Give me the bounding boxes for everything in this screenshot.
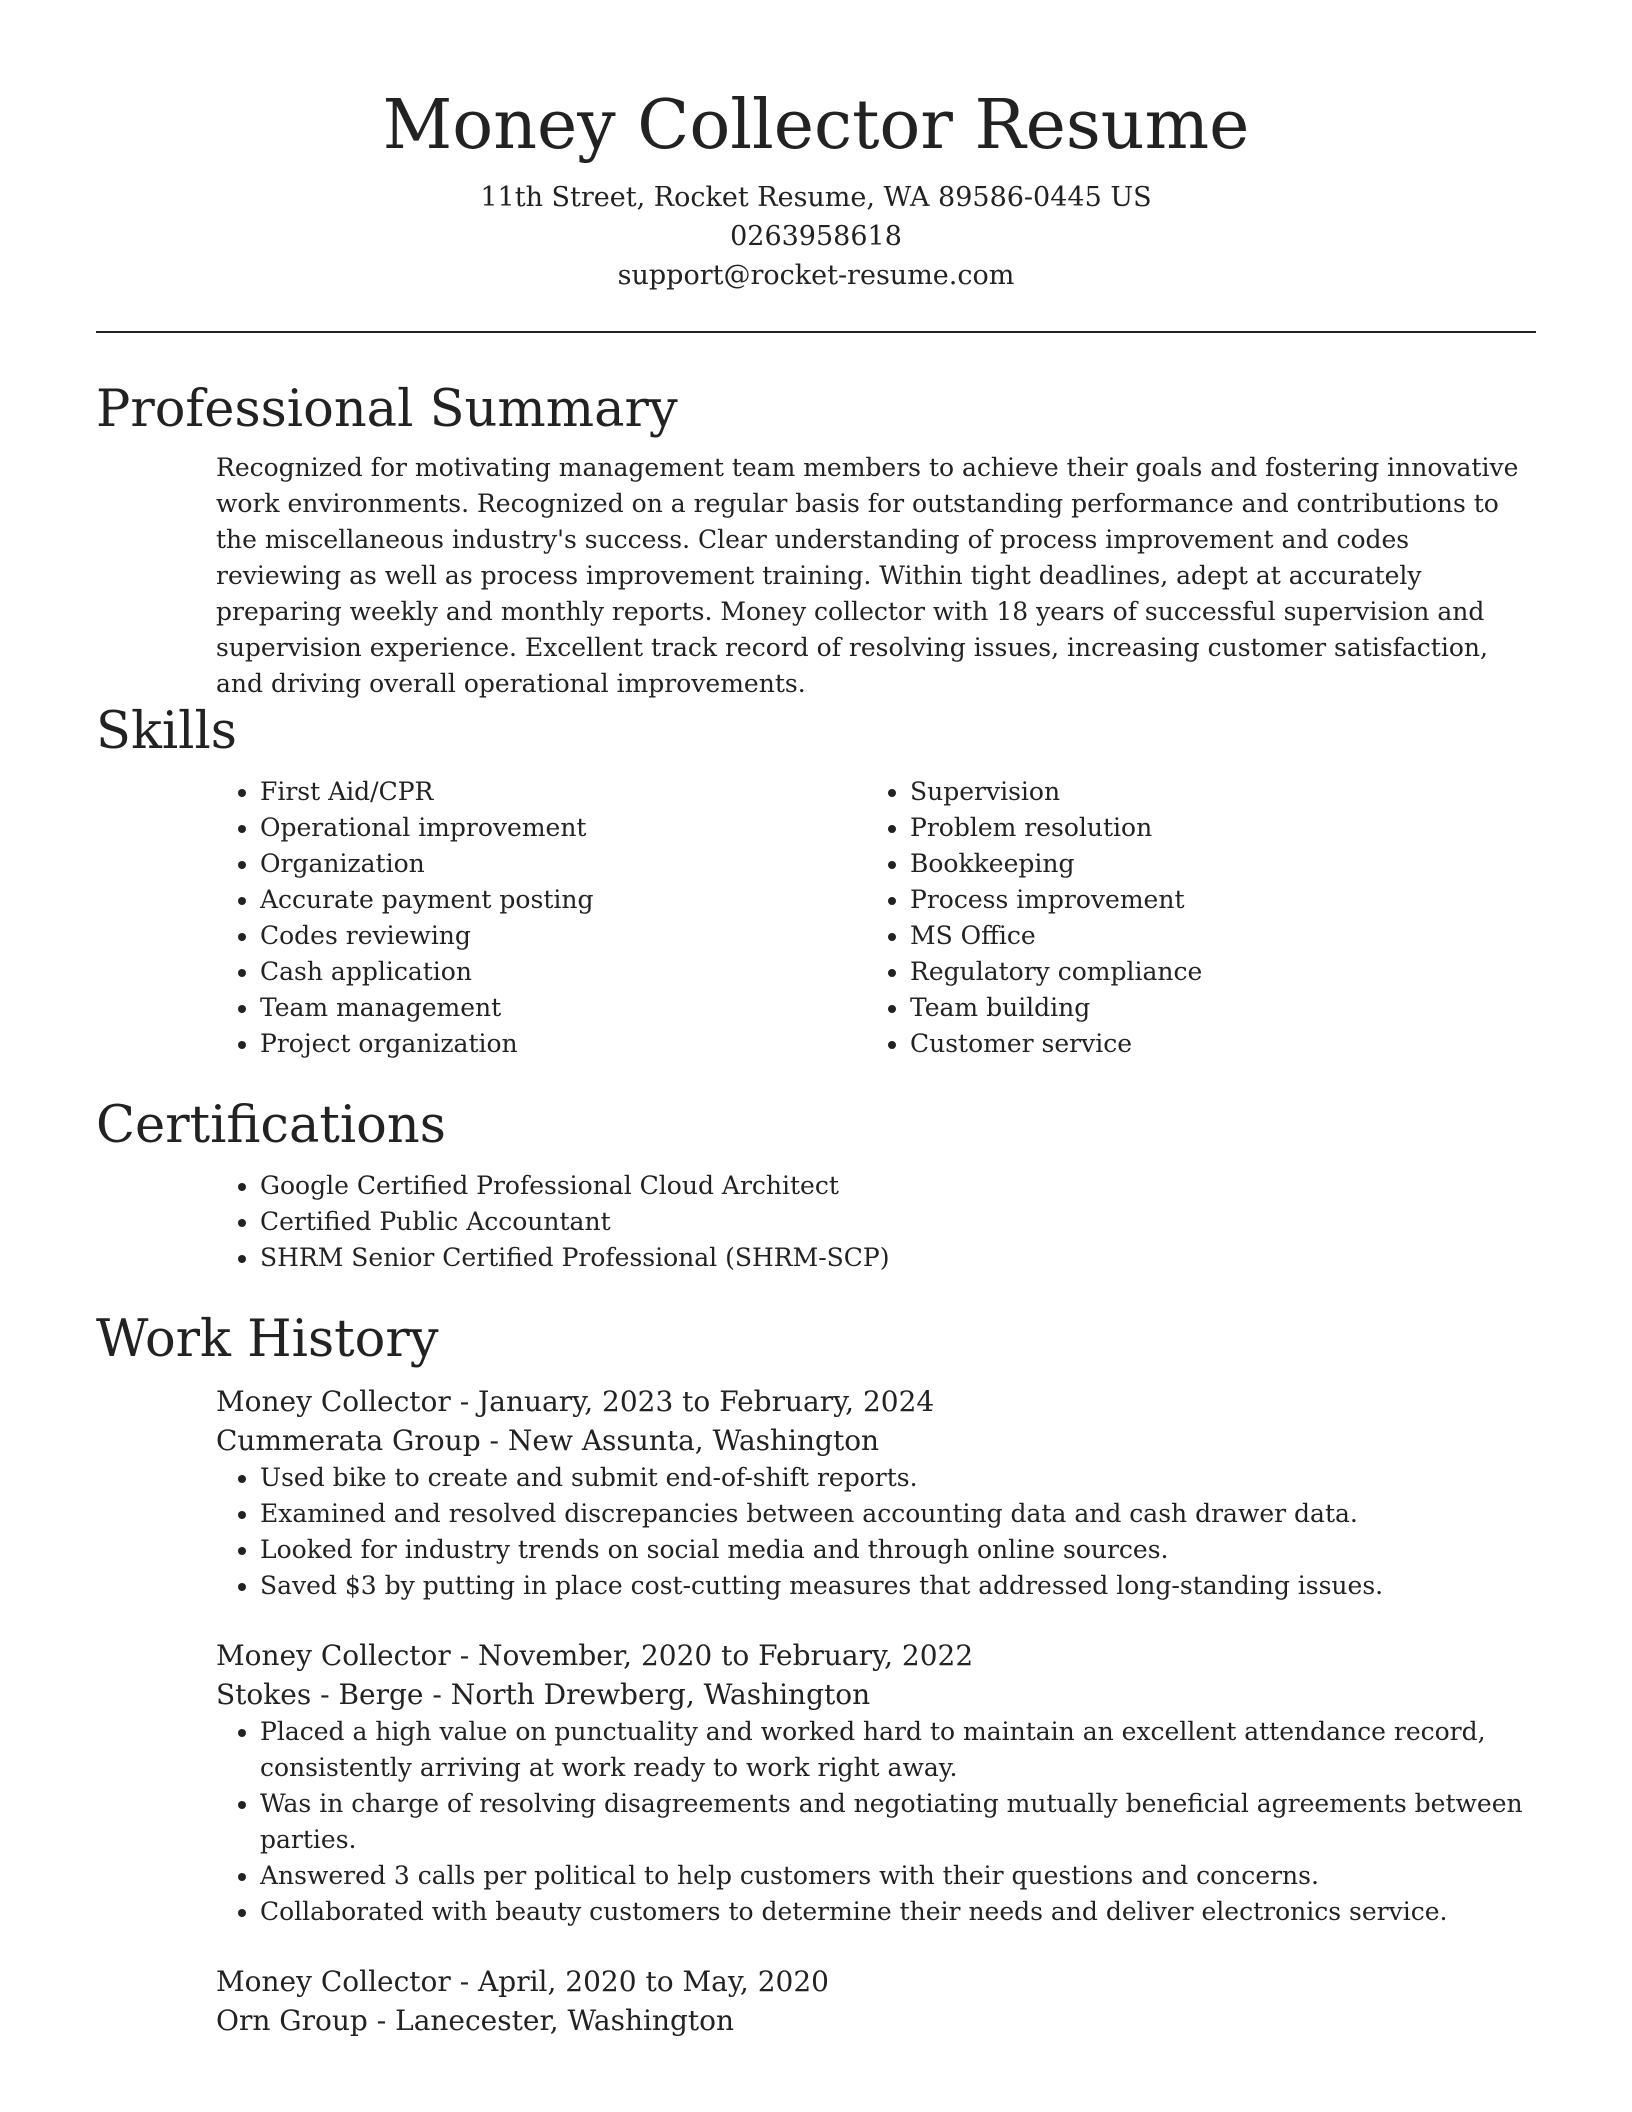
summary-section	[96, 378, 1536, 702]
contact-phone: 0263958618	[730, 221, 902, 252]
summary-heading: Professional Summary	[96, 380, 678, 439]
job-bullet: • Placed a high value on punctuality and worked hard to maintain an excellent attendance record, consistently arriving at work ready to work right away.	[260, 1714, 1536, 1786]
skill-item: • Process improvement	[910, 882, 1516, 918]
certification-item: • Certified Public Accountant	[260, 1204, 1536, 1240]
skill-item: • Team building	[910, 990, 1516, 1026]
skill-item: • Regulatory compliance	[910, 954, 1516, 990]
skill-item: • Project organization	[260, 1026, 866, 1062]
skill-item: • Supervision	[910, 774, 1516, 810]
skill-item: • MS Office	[910, 918, 1516, 954]
resume-page	[96, 0, 1536, 2037]
certifications-section	[96, 1094, 1536, 1276]
job-dates: - November, 2020 to February, 2022	[450, 1639, 974, 1672]
skill-item: • First Aid/CPR	[260, 774, 866, 810]
job-dates: - April, 2020 to May, 2020	[450, 1965, 829, 1998]
job-bullet: • Looked for industry trends on social media and through online sources.	[260, 1532, 1536, 1568]
certifications-heading: Certifications	[96, 1096, 446, 1155]
certification-item: • Google Certified Professional Cloud Architect	[260, 1168, 1536, 1204]
skills-heading: Skills	[96, 702, 237, 761]
job-entry	[216, 1962, 1536, 2040]
skill-item: • Team management	[260, 990, 866, 1026]
skills-column-left	[216, 774, 866, 1062]
skill-item: • Problem resolution	[910, 810, 1516, 846]
summary-text: Recognized for motivating management team members to achieve their goals and fostering innovative work environments. Recognized on a regular basis for outstanding performance and contributions to the miscellaneous industry's success. Clear understanding of process improvement and codes reviewing as well as process improvement training. Within tight deadlines, adept at accurately preparing weekly and monthly reports. Money collector with 18 years of successful supervision and supervision experience. Excellent track record of resolving issues, increasing customer satisfaction, and driving overall operational improvements.	[216, 453, 1519, 698]
header-divider	[96, 331, 1536, 333]
job-location: - Lanecester, Washington	[367, 2004, 735, 2037]
resume-title: Money Collector Resume	[382, 86, 1250, 165]
work-history-heading: Work History	[96, 1310, 439, 1369]
job-bullet: • Examined and resolved discrepancies between accounting data and cash drawer data.	[260, 1496, 1536, 1532]
job-bullet: • Collaborated with beauty customers to determine their needs and deliver electronics service.	[260, 1894, 1536, 1930]
job-bullet: • Used bike to create and submit end-of-shift reports.	[260, 1460, 1536, 1496]
resume-header	[96, 0, 1536, 333]
skill-item: • Customer service	[910, 1026, 1516, 1062]
job-location: - New Assunta, Washington	[480, 1424, 880, 1457]
job-title-line	[216, 1636, 1536, 1676]
job-company-line	[216, 1422, 1536, 1460]
certification-item: • SHRM Senior Certified Professional (SHRM-SCP)	[260, 1240, 1536, 1276]
skills-section	[96, 700, 1536, 1062]
job-bullet: • Was in charge of resolving disagreements and negotiating mutually beneficial agreements between parties.	[260, 1786, 1536, 1858]
job-entry	[216, 1636, 1536, 1930]
work-history-section	[96, 1308, 1536, 2040]
job-bullet: • Answered 3 calls per political to help customers with their questions and concerns.	[260, 1858, 1536, 1894]
job-company: Orn Group	[216, 2004, 368, 2037]
contact-address: 11th Street, Rocket Resume, WA 89586-0445 US	[480, 182, 1152, 213]
job-role: Money Collector	[216, 1639, 451, 1672]
skill-item: • Codes reviewing	[260, 918, 866, 954]
skill-item: • Operational improvement	[260, 810, 866, 846]
contact-block	[96, 178, 1536, 295]
skill-item: • Accurate payment posting	[260, 882, 866, 918]
job-role: Money Collector	[216, 1965, 451, 1998]
job-role: Money Collector	[216, 1385, 451, 1418]
job-entry	[216, 1382, 1536, 1604]
job-location: - North Drewberg, Washington	[423, 1678, 871, 1711]
job-company: Stokes - Berge	[216, 1678, 424, 1711]
job-title-line	[216, 1962, 1536, 2002]
job-company: Cummerata Group	[216, 1424, 481, 1457]
skill-item: • Organization	[260, 846, 866, 882]
job-dates: - January, 2023 to February, 2024	[450, 1385, 935, 1418]
job-company-line	[216, 1676, 1536, 1714]
skill-item: • Cash application	[260, 954, 866, 990]
skill-item: • Bookkeeping	[910, 846, 1516, 882]
job-bullet: • Saved $3 by putting in place cost-cutting measures that addressed long-standing issues.	[260, 1568, 1536, 1604]
job-title-line	[216, 1382, 1536, 1422]
contact-email[interactable]: support@rocket-resume.com	[617, 260, 1015, 291]
skills-column-right	[866, 774, 1516, 1062]
job-company-line	[216, 2002, 1536, 2040]
skills-grid	[216, 774, 1536, 1062]
